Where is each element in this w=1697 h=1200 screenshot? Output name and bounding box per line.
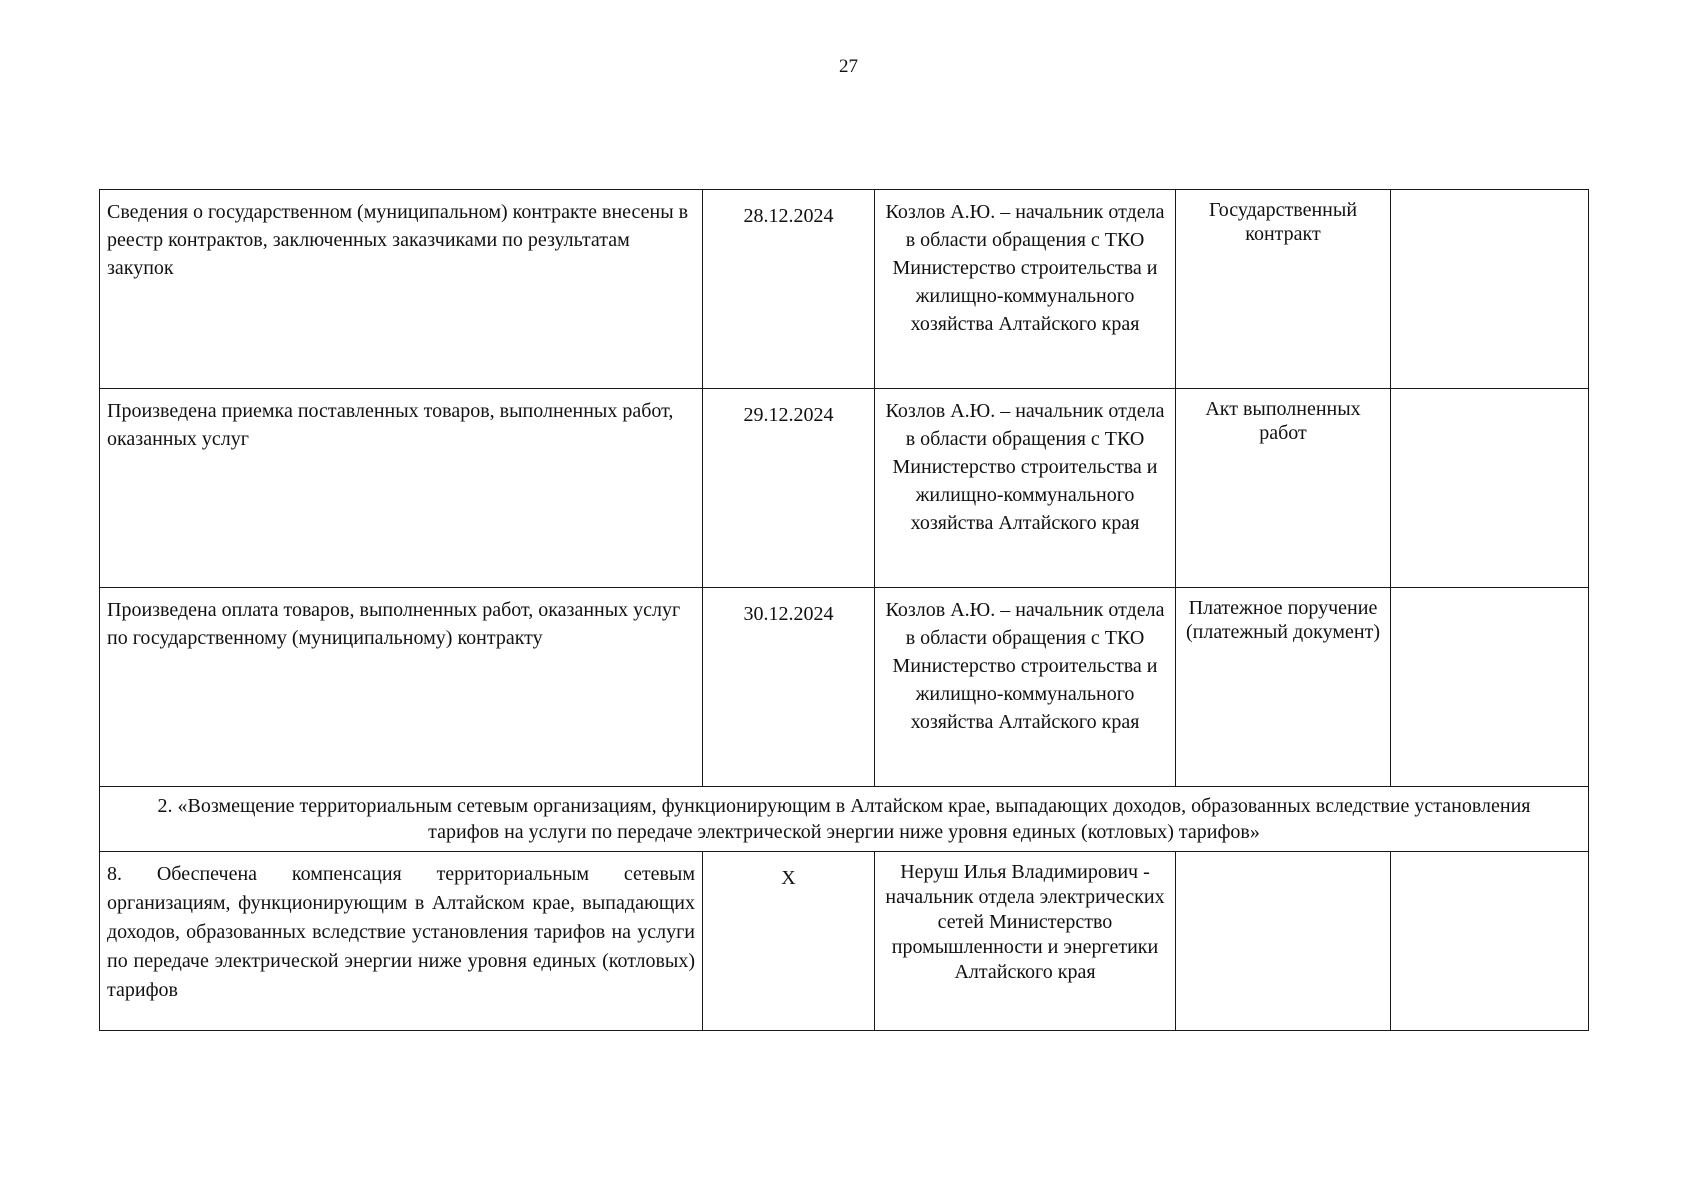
cell-responsible: Козлов А.Ю. – начальник отдела в области обращения с ТКО Министерство строительства и жилищно-коммунального хозяйства Алтайского края <box>875 588 1176 787</box>
cell-date: X <box>703 852 875 1031</box>
cell-date: 29.12.2024 <box>703 389 875 588</box>
plan-table-container <box>99 189 1589 1031</box>
plan-table <box>99 189 1589 1031</box>
cell-description: Сведения о государственном (муниципальном) контракте внесены в реестр контрактов, заключенных заказчиками по результатам закупок <box>100 190 703 389</box>
cell-document <box>1176 852 1391 1031</box>
page-number: 27 <box>839 56 858 77</box>
cell-document: Государственный контракт <box>1176 190 1391 389</box>
section-header-row <box>100 787 1589 852</box>
cell-note <box>1391 389 1589 588</box>
cell-description: 8. Обеспечена компенсация территориальным сетевым организациям, функционирующим в Алтайском крае, выпадающих доходов, образованных вследствие установления тарифов на услуги по передаче электрической энергии ниже уровня единых (котловых) тарифов <box>100 852 703 1031</box>
cell-note <box>1391 852 1589 1031</box>
cell-responsible: Козлов А.Ю. – начальник отдела в области обращения с ТКО Министерство строительства и жилищно-коммунального хозяйства Алтайского края <box>875 190 1176 389</box>
section-title: 2. «Возмещение территориальным сетевым организациям, функционирующим в Алтайском крае, выпадающих доходов, образованных вследствие установления тарифов на услуги по передаче электрической энергии ниже уровня единых (котловых) тарифов» <box>100 787 1589 852</box>
table-row <box>100 852 1589 1031</box>
cell-document: Акт выполненных работ <box>1176 389 1391 588</box>
cell-description: Произведена приемка поставленных товаров, выполненных работ, оказанных услуг <box>100 389 703 588</box>
cell-description: Произведена оплата товаров, выполненных работ, оказанных услуг по государственному (муниципальному) контракту <box>100 588 703 787</box>
cell-note <box>1391 588 1589 787</box>
cell-date: 28.12.2024 <box>703 190 875 389</box>
cell-note <box>1391 190 1589 389</box>
cell-responsible: Неруш Илья Владимирович - начальник отдела электрических сетей Министерство промышленности и энергетики Алтайского края <box>875 852 1176 1031</box>
cell-date: 30.12.2024 <box>703 588 875 787</box>
table-row <box>100 588 1589 787</box>
cell-responsible: Козлов А.Ю. – начальник отдела в области обращения с ТКО Министерство строительства и жилищно-коммунального хозяйства Алтайского края <box>875 389 1176 588</box>
table-row <box>100 389 1589 588</box>
cell-document: Платежное поручение (платежный документ) <box>1176 588 1391 787</box>
table-row <box>100 190 1589 389</box>
